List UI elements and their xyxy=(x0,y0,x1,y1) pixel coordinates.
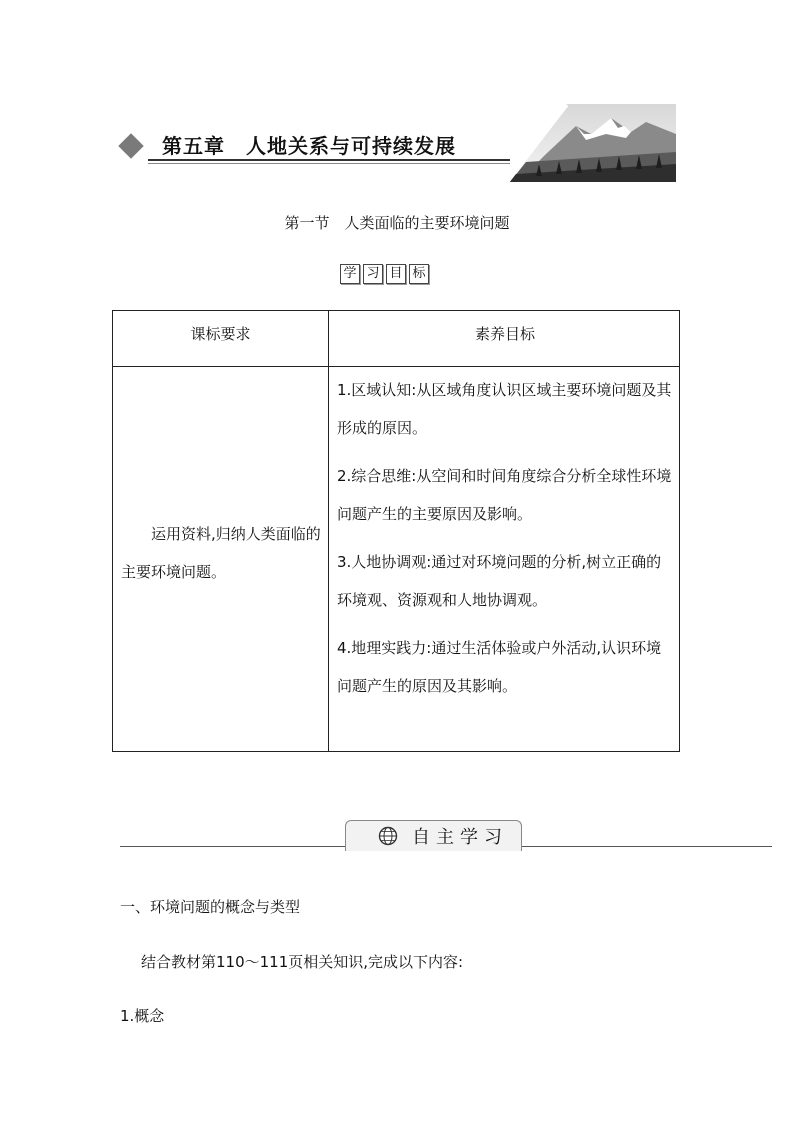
table-divider-vertical xyxy=(328,311,329,751)
competency-item: 3.人地协调观:通过对环境问题的分析,树立正确的环境观、资源观和人地协调观。 xyxy=(337,553,662,609)
competency-item: 2.综合思维:从空间和时间角度综合分析全球性环境问题产生的主要原因及影响。 xyxy=(337,467,672,523)
self-study-title: 自主学习 xyxy=(412,827,508,848)
table-divider-horizontal xyxy=(113,366,679,367)
learning-goals-label xyxy=(340,264,429,284)
goal-char: 学 xyxy=(340,264,360,284)
diamond-icon xyxy=(118,133,143,158)
instruction-paragraph: 结合教材第110～111页相关知识,完成以下内容: xyxy=(141,953,464,971)
goal-char: 习 xyxy=(363,264,383,284)
goals-table xyxy=(112,310,680,752)
goal-char: 目 xyxy=(386,264,406,284)
heading-environment-problems: 一、环境问题的概念与类型 xyxy=(120,898,301,916)
subheading-concept: 1.概念 xyxy=(120,1007,165,1025)
chapter-title: 第五章 人地关系与可持续发展 xyxy=(162,134,456,158)
goal-char: 标 xyxy=(409,264,429,284)
globe-icon xyxy=(378,826,398,846)
table-header-competency: 素养目标 xyxy=(474,325,535,343)
competency-item: 4.地理实践力:通过生活体验或户外活动,认识环境问题产生的原因及其影响。 xyxy=(337,639,662,695)
mountain-landscape-image xyxy=(506,104,676,182)
section-title: 第一节 人类面临的主要环境问题 xyxy=(284,214,510,232)
chapter-underline xyxy=(148,159,510,161)
chapter-underline-thin xyxy=(148,163,510,164)
table-header-curriculum: 课标要求 xyxy=(190,325,251,343)
curriculum-requirement: 运用资料,归纳人类面临的主要环境问题。 xyxy=(121,525,321,581)
competency-item: 1.区域认知:从区域角度认识区域主要环境问题及其形成的原因。 xyxy=(337,381,672,437)
competency-list xyxy=(337,371,675,715)
